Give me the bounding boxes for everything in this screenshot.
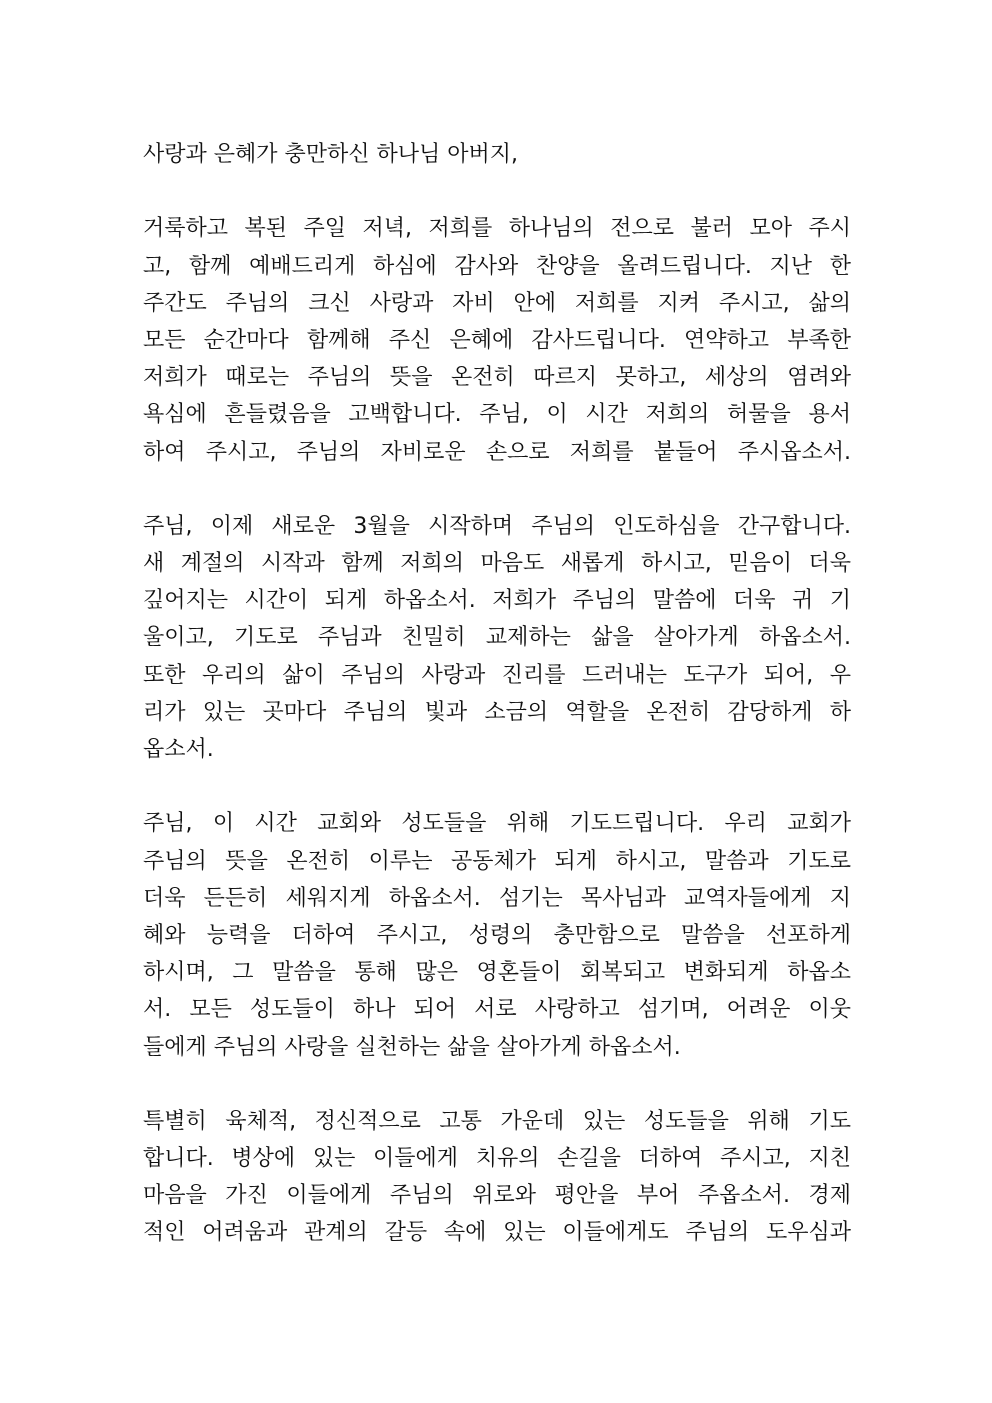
salutation: 사랑과 은혜가 충만하신 하나님 아버지, bbox=[143, 142, 518, 167]
text-line: 하여 주시고, 주님의 자비로운 손으로 저희를 붙들어 주시옵소서. bbox=[143, 439, 851, 465]
text-line: 주님의 뜻을 온전히 이루는 공동체가 되게 하시고, 말씀과 기도로 bbox=[143, 848, 851, 874]
text-line: 거룩하고 복된 주일 저녁, 저희를 하나님의 전으로 불러 모아 주시 bbox=[143, 216, 851, 242]
text-line: 특별히 육체적, 정신적으로 고통 가운데 있는 성도들을 위해 기도 bbox=[143, 1108, 851, 1134]
text-line: 깊어지는 시간이 되게 하옵소서. 저희가 주님의 말씀에 더욱 귀 기 bbox=[143, 588, 851, 614]
text-line: 주간도 주님의 크신 사랑과 자비 안에 저희를 지켜 주시고, 삶의 bbox=[143, 290, 851, 316]
text-line: 리가 있는 곳마다 주님의 빛과 소금의 역할을 온전히 감당하게 하 bbox=[143, 699, 851, 725]
text-line: 적인 어려움과 관계의 갈등 속에 있는 이들에게도 주님의 도우심과 bbox=[143, 1220, 851, 1246]
text-line: 마음을 가진 이들에게 주님의 위로와 평안을 부어 주옵소서. 경제 bbox=[143, 1183, 851, 1209]
text-line: 울이고, 기도로 주님과 친밀히 교제하는 삶을 살아가게 하옵소서. bbox=[143, 625, 851, 651]
text-line: 혜와 능력을 더하여 주시고, 성령의 충만함으로 말씀을 선포하게 bbox=[143, 922, 851, 948]
text-line: 또한 우리의 삶이 주님의 사랑과 진리를 드러내는 도구가 되어, 우 bbox=[143, 662, 851, 688]
paragraph-3 bbox=[143, 805, 851, 1065]
paragraph-2 bbox=[143, 508, 851, 768]
paragraph-gap bbox=[143, 173, 851, 210]
paragraph-gap bbox=[143, 768, 851, 805]
text-line: 고, 함께 예배드리게 하심에 감사와 찬양을 올려드립니다. 지난 한 bbox=[143, 253, 851, 279]
paragraph-4 bbox=[143, 1103, 851, 1252]
text-line: 옵소서. bbox=[143, 737, 214, 762]
text-line: 주님, 이제 새로운 3월을 시작하며 주님의 인도하심을 간구합니다. bbox=[143, 513, 851, 539]
text-line: 하시며, 그 말씀을 통해 많은 영혼들이 회복되고 변화되게 하옵소 bbox=[143, 960, 851, 986]
text-line: 합니다. 병상에 있는 이들에게 치유의 손길을 더하여 주시고, 지친 bbox=[143, 1146, 851, 1172]
document-body bbox=[143, 136, 851, 1252]
text-line: 저희가 때로는 주님의 뜻을 온전히 따르지 못하고, 세상의 염려와 bbox=[143, 365, 851, 391]
paragraph-gap bbox=[143, 471, 851, 508]
paragraph-1 bbox=[143, 210, 851, 470]
paragraph-gap bbox=[143, 1066, 851, 1103]
text-line: 들에게 주님의 사랑을 실천하는 삶을 살아가게 하옵소서. bbox=[143, 1034, 681, 1060]
text-line: 모든 순간마다 함께해 주신 은혜에 감사드립니다. 연약하고 부족한 bbox=[143, 327, 851, 353]
text-line: 욕심에 흔들렸음을 고백합니다. 주님, 이 시간 저희의 허물을 용서 bbox=[143, 402, 851, 428]
text-line: 주님, 이 시간 교회와 성도들을 위해 기도드립니다. 우리 교회가 bbox=[143, 811, 851, 837]
text-line: 서. 모든 성도들이 하나 되어 서로 사랑하고 섬기며, 어려운 이웃 bbox=[143, 997, 851, 1023]
text-line: 새 계절의 시작과 함께 저희의 마음도 새롭게 하시고, 믿음이 더욱 bbox=[143, 551, 851, 577]
text-line: 더욱 든든히 세워지게 하옵소서. 섬기는 목사님과 교역자들에게 지 bbox=[143, 885, 851, 911]
